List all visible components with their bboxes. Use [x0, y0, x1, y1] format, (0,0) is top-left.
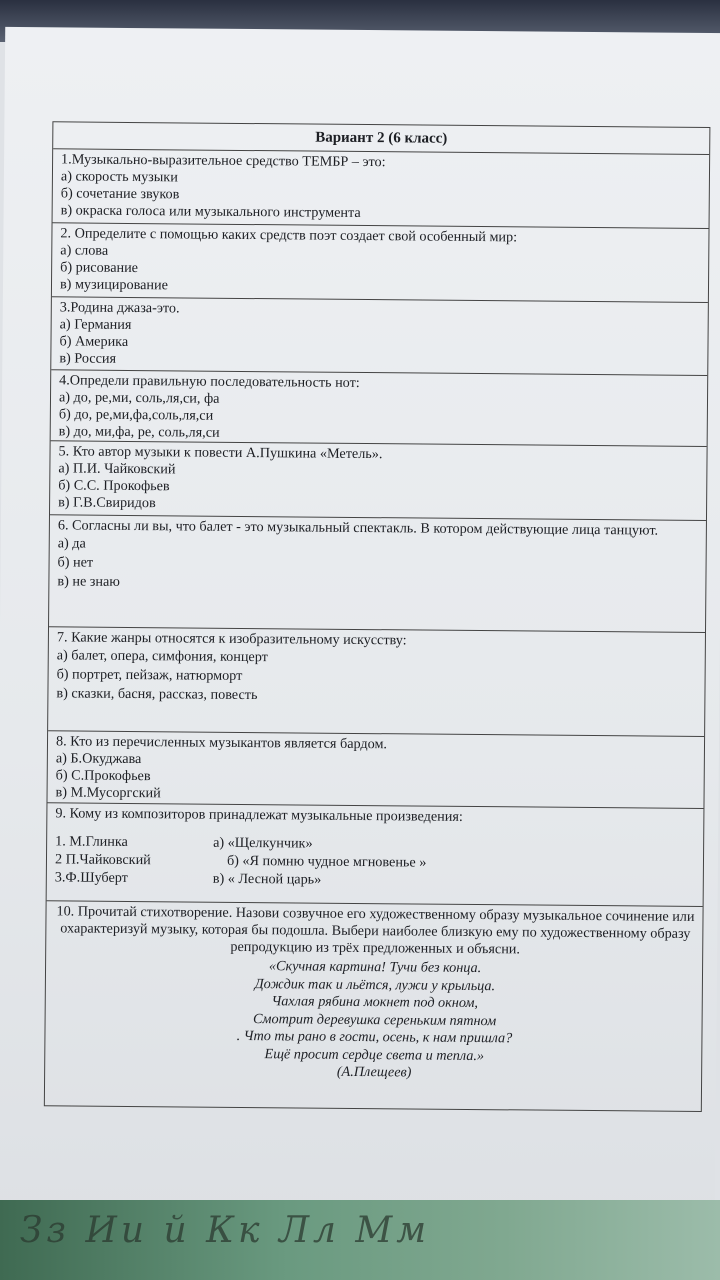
answer-option: б) Америка — [59, 333, 129, 350]
poem-line: Смотрит деревушка сереньким пятном — [252, 1010, 497, 1029]
answer-option: в) окраска голоса или музыкального инструмента — [60, 202, 361, 221]
question-title: 4.Определи правильную последовательность нот: — [59, 372, 360, 391]
question-title: 7. Какие жанры относятся к изобразительному искусству: — [56, 629, 407, 649]
question-3 — [51, 297, 708, 376]
works-column — [213, 834, 697, 892]
question-6 — [49, 515, 706, 633]
answer-option: в) сказки, басня, рассказ, повесть — [56, 685, 258, 704]
work-item: б) «Я помню чудное мгновенье » — [226, 852, 427, 871]
question-5 — [50, 441, 707, 521]
question-title: 6. Согласны ли вы, что балет - это музыкальный спектакль. В котором действующие лица танцуют. — [57, 517, 659, 539]
question-4 — [51, 370, 708, 447]
poem-line: . Что ты рано в гости, осень, к нам пришла? — [236, 1027, 513, 1047]
poem-line: «Скучная картина! Тучи без конца. — [268, 958, 482, 977]
question-10 — [45, 901, 703, 1085]
answer-option: а) Б.Окуджава — [55, 750, 142, 768]
question-title: 1.Музыкально-выразительное средство ТЕМБР – это: — [61, 151, 386, 171]
cursive-letters: Зз Ии й Кк Лл Мм — [20, 1210, 431, 1251]
work-item: а) «Щелкунчик» — [213, 834, 313, 852]
question-1 — [53, 149, 710, 229]
question-title: 3.Родина джаза-это. — [59, 299, 180, 317]
answer-option: б) С.Прокофьев — [55, 767, 151, 785]
poem-author: (А.Плещеев) — [336, 1063, 412, 1081]
answer-option: б) нет — [57, 554, 94, 571]
answer-option: а) да — [57, 535, 86, 552]
answer-option: в) Россия — [59, 350, 117, 367]
poem-line: Чахлая рябина мокнет под окном, — [271, 993, 479, 1012]
answer-option: в) не знаю — [57, 573, 120, 590]
question-9 — [47, 803, 704, 907]
question-8 — [47, 731, 704, 809]
answer-option: а) слова — [60, 242, 109, 259]
answer-option: в) Г.В.Свиридов — [58, 494, 156, 512]
answer-option: в) М.Мусоргский — [55, 784, 161, 802]
question-title: 2. Определите с помощью каких средств поэт создает свой особенный мир: — [60, 225, 518, 246]
question-2 — [52, 223, 709, 303]
answer-option: а) П.И. Чайковский — [58, 460, 176, 478]
question-title: 5. Кто автор музыки к повести А.Пушкина «Метель». — [58, 443, 383, 463]
answer-option: б) рисование — [60, 259, 139, 277]
question-7 — [48, 627, 705, 737]
answer-option: б) сочетание звуков — [60, 185, 180, 203]
work-item: в) « Лесной царь» — [212, 870, 322, 888]
answer-option: а) до, ре,ми, соль,ля,си, фа — [58, 389, 220, 407]
test-table — [44, 121, 711, 1112]
answer-option: а) Германия — [59, 316, 132, 333]
question-title: 8. Кто из перечисленных музыкантов является бардом. — [55, 733, 388, 753]
answer-option: б) портрет, пейзаж, натюрморт — [56, 666, 243, 684]
composer-item: 3.Ф.Шуберт — [54, 869, 128, 886]
answer-option: а) балет, опера, симфония, концерт — [56, 647, 268, 666]
answer-option: а) скорость музыки — [60, 168, 178, 186]
question-title: 9. Кому из композиторов принадлежат музыкальные произведения: — [55, 805, 463, 825]
poem-line: Дождик так и льётся, лужи у крыльца. — [254, 975, 496, 994]
composers-column — [55, 832, 213, 887]
answer-option: б) до, ре,ми,фа,соль,ля,си — [58, 406, 214, 424]
poem-line: Ещё просит сердце света и тепла.» — [264, 1045, 485, 1064]
test-header: Вариант 2 (6 класс) — [53, 122, 709, 155]
composer-item: 2 П.Чайковский — [54, 851, 151, 869]
answer-option: б) С.С. Прокофьев — [58, 477, 170, 495]
matching-columns — [55, 832, 697, 892]
answer-option: в) музицирование — [59, 276, 168, 294]
poem — [53, 956, 696, 1084]
composer-item: 1. М.Глинка — [55, 833, 128, 850]
answer-option: в) до, ми,фа, ре, соль,ля,си — [58, 423, 220, 441]
paper-sheet — [0, 27, 720, 1233]
question-title: 10. Прочитай стихотворение. Назови созвучное его художественному образу музыкальное сочинение или охарактеризуй музыку, которая бы подошла. Выбери наиболее близкую ему по художественному образу репродукцию из трёх предложенных и объясни. — [56, 903, 695, 958]
